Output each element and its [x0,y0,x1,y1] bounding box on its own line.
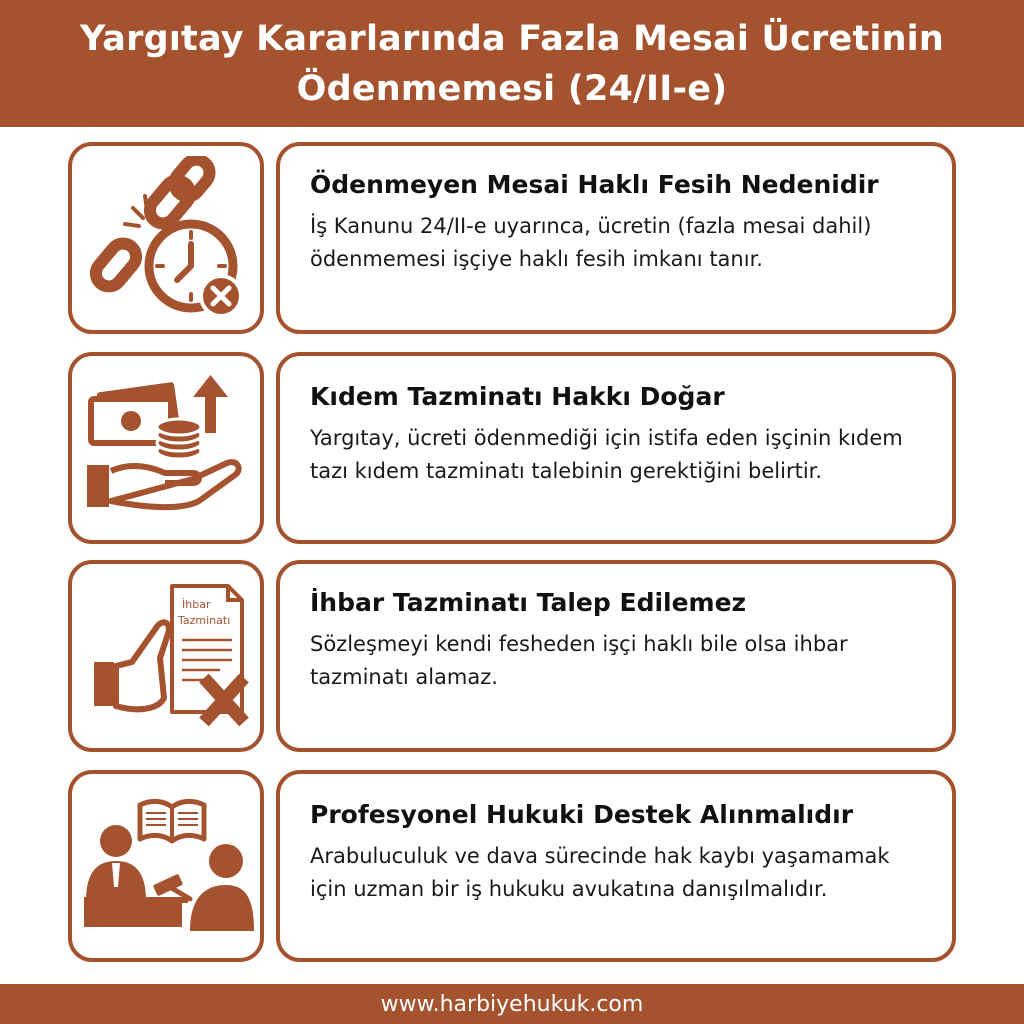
info-card-4 [68,770,956,962]
lawyer-consultation-icon [78,791,254,941]
card-text-box [276,560,956,752]
card-text-box [276,770,956,962]
card-body: Sözleşmeyi kendi fesheden işçi haklı bile olsa ihbar tazminatı alamaz. [310,632,848,689]
broken-chain-clock-icon [81,156,251,321]
stop-hand-document-icon [80,578,252,734]
card-title: İhbar Tazminatı Talep Edilemez [310,588,747,617]
card-title: Profesyonel Hukuki Destek Alınmalıdır [310,800,854,829]
info-card-3 [68,560,956,752]
card-text-box [276,352,956,544]
icon-frame [68,770,264,962]
header-banner [0,0,1024,127]
icon-frame [68,560,264,752]
document-label-line-1: İhbar [182,598,211,611]
card-body: Arabuluculuk ve dava sürecinde hak kaybı yaşamamak için uzman bir iş hukuku avukatına danışılmalıdır. [310,844,890,901]
icon-frame [68,142,264,334]
card-body: İş Kanunu 24/II-e uyarınca, ücretin (fazla mesai dahil) ödenmemesi işçiye haklı fesih imkanı tanır. [310,214,872,271]
card-body: Yargıtay, ücreti ödenmediği için istifa eden işçinin kıdem tazı kıdem tazminatı talebinin gerektiğini belirtir. [310,426,903,483]
page-title-line-2: Ödenmemesi (24/II-e) [296,68,728,109]
footer-bar [0,984,1024,1024]
money-hand-icon [81,373,251,523]
website-link[interactable]: www.harbiyehukuk.com [380,991,644,1017]
info-card-2 [68,352,956,544]
icon-frame [68,352,264,544]
document-label-line-2: Tazminatı [178,614,231,627]
page-title-line-1: Yargıtay Kararlarında Fazla Mesai Ücretinin [79,18,945,59]
card-title: Kıdem Tazminatı Hakkı Doğar [310,382,725,411]
info-card-1 [68,142,956,334]
card-title: Ödenmeyen Mesai Haklı Fesih Nedenidir [310,170,879,199]
card-text-box [276,142,956,334]
